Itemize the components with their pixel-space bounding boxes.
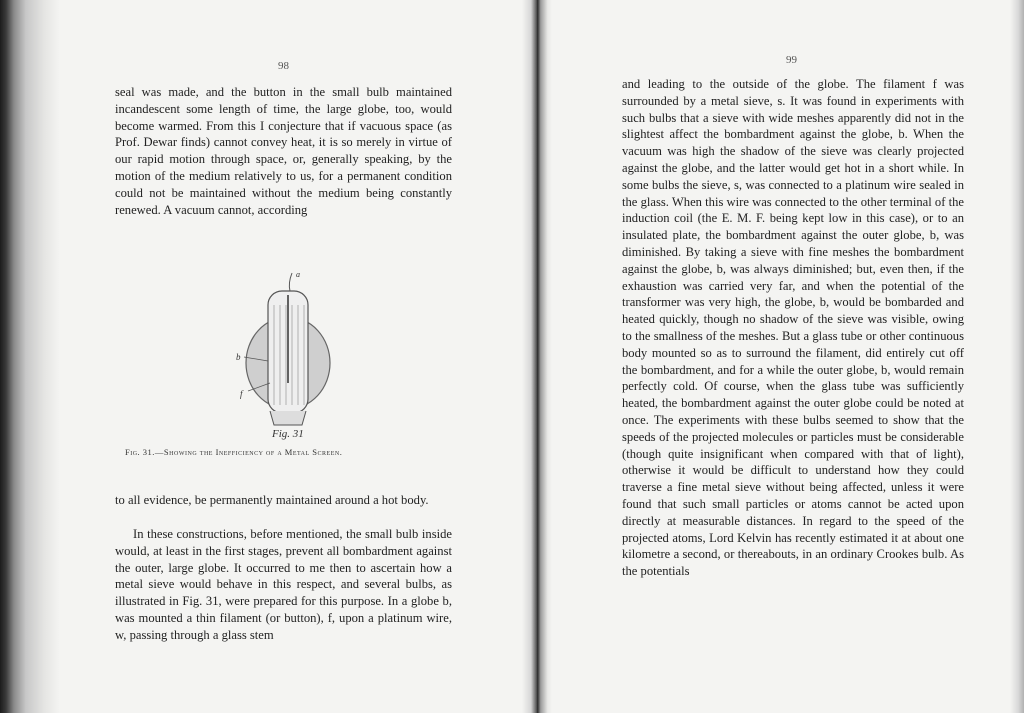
figure-label: Fig. 31 bbox=[272, 428, 304, 440]
right-page bbox=[552, 0, 1010, 713]
book-right-edge bbox=[1010, 0, 1024, 713]
page-number: 98 bbox=[278, 60, 289, 72]
book-left-edge bbox=[0, 0, 60, 713]
paragraph-top: seal was made, and the button in the small bulb maintained incandescent some length of time, the large globe, too, would become warmed. From this I conjecture that if vacuous space (as Prof. Dewar finds) cannot convey heat, it is so merely in virtue of our rapid motion through space, or, generally speaking, by the motion of the medium relatively to us, for a permanent condition could not be maintained without the medium being constantly renewed. A vacuum cannot, according bbox=[115, 85, 452, 217]
figure-letter-b: b bbox=[236, 352, 241, 362]
paragraph-continued: to all evidence, be permanently maintained around a hot body. bbox=[115, 493, 429, 507]
paragraph-next: In these constructions, before mentioned, the small bulb inside would, at least in the first stages, prevent all bombardment against the outer, large globe. It occurred to me then to ascertain how a metal sieve would behave in this respect, and several bulbs, as illustrated in Fig. 31, were prepared for this purpose. In a globe b, was mounted a thin filament (or button), f, upon a platinum wire, w, passing through a glass stem bbox=[115, 527, 452, 642]
figure-letter-a: a bbox=[296, 270, 300, 279]
figure-letter-f: f bbox=[240, 389, 243, 399]
left-page bbox=[60, 0, 522, 713]
book-gutter bbox=[522, 0, 552, 713]
page-number: 99 bbox=[786, 54, 797, 66]
figure-caption: Fig. 31.—Showing the Inefficiency of a Metal Screen. bbox=[125, 447, 343, 457]
figure-31-illustration bbox=[230, 265, 340, 440]
paragraph-main: and leading to the outside of the globe. The filament f was surrounded by a metal sieve, s. It was found in experiments with such bulbs that a sieve with wide meshes apparently did not in the slightest affect the bombardment against the globe, b. When the vacuum was high the shadow of the sieve was clearly projected against the globe, and the latter would get hot in a short while. In some bulbs the sieve, s, was connected to a platinum wire sealed in the glass. When this wire was connected to the other terminal of the induction coil (the E. M. F. being kept low in this case), or to an insulated plate, the bombardment against the outer globe, b, was diminished. By taking a sieve with fine meshes the bombardment against the globe, b, was always diminished; but, even then, if the exhaustion was carried very far, and when the potential of the transformer was very high, the globe, b, would be bombarded and heated quickly, though no shadow of the sieve was visible, owing to the smallness of the meshes. But a glass tube or other continuous body mounted so as to surround the filament, did entirely cut off the bombardment, and for a while the outer globe, b, would remain perfectly cold. Of course, when the glass tube was sufficiently heated, the bombardment against the outer globe could be noted at once. The experiments with these bulbs seemed to show that the speeds of the projected molecules or particles must be considerable (though quite insignificant when compared with that of light), otherwise it would be difficult to understand how they could traverse a fine metal sieve without being affected, unless it were found that such small particles or atoms cannot be acted upon directly at measurable distances. In regard to the speed of the projected atoms, Lord Kelvin has recently estimated it at about one kilometre a second, or thereabouts, in an ordinary Crookes bulb. As the potentials bbox=[622, 77, 964, 579]
